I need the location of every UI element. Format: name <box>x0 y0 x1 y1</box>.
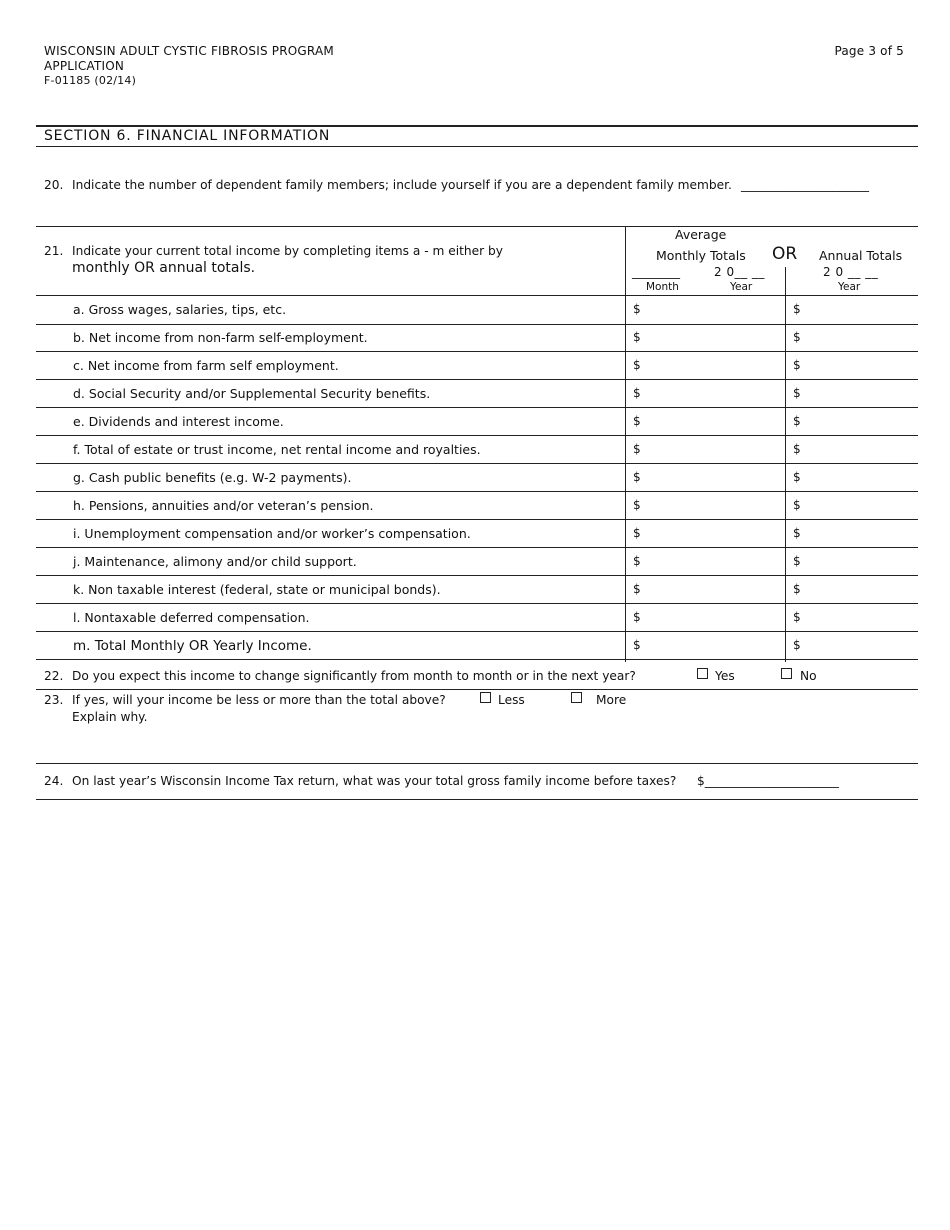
monthly-month-blank[interactable]: ________ <box>632 265 680 279</box>
annual-year-caption: Year <box>838 281 861 293</box>
section-top-rule <box>36 125 918 127</box>
income-item-label: l. Nontaxable deferred compensation. <box>73 610 310 625</box>
income-item-label: e. Dividends and interest income. <box>73 414 284 429</box>
q21-top-rule <box>36 226 918 227</box>
income-row-rule <box>36 491 918 492</box>
income-row-rule <box>36 519 918 520</box>
program-title: WISCONSIN ADULT CYSTIC FIBROSIS PROGRAM <box>44 44 334 58</box>
q22-yes-checkbox[interactable] <box>697 668 708 679</box>
q23-more-checkbox[interactable] <box>571 692 582 703</box>
income-item-label: m. Total Monthly OR Yearly Income. <box>73 638 312 654</box>
income-row-rule <box>36 659 918 660</box>
monthly-year-blank[interactable]: 2 0__ __ <box>714 265 765 279</box>
form-type: APPLICATION <box>44 59 125 73</box>
income-row-rule <box>36 575 918 576</box>
income-item-label: g. Cash public benefits (e.g. W-2 payments). <box>73 470 352 485</box>
monthly-amount-field[interactable]: $ <box>633 554 641 568</box>
q21-text: Indicate your current total income by completing items a - m either by <box>72 244 503 258</box>
q24-number: 24. <box>44 774 64 788</box>
annual-year-blank[interactable]: 2 0 __ __ <box>823 265 879 279</box>
annual-amount-field[interactable]: $ <box>793 442 801 456</box>
col-monthly-totals: Monthly Totals <box>656 248 746 263</box>
income-row-rule <box>36 603 918 604</box>
annual-amount-field[interactable]: $ <box>793 526 801 540</box>
section-title: SECTION 6. FINANCIAL INFORMATION <box>44 128 331 144</box>
annual-amount-field[interactable]: $ <box>793 302 801 316</box>
q23-number: 23. <box>44 693 64 707</box>
income-item-label: a. Gross wages, salaries, tips, etc. <box>73 302 287 317</box>
income-item-label: f. Total of estate or trust income, net rental income and royalties. <box>73 442 481 457</box>
page-number: Page 3 of 5 <box>834 44 904 58</box>
income-item-label: b. Net income from non-farm self-employment. <box>73 330 368 345</box>
q20-number: 20. <box>44 178 64 192</box>
month-caption: Month <box>646 281 679 293</box>
q24-text: On last year’s Wisconsin Income Tax return, what was your total gross family income before taxes? <box>72 774 677 788</box>
q21-text-emphasis: monthly OR annual totals. <box>72 260 256 276</box>
monthly-amount-field[interactable]: $ <box>633 414 641 428</box>
income-row-rule <box>36 463 918 464</box>
col-or: OR <box>772 244 798 264</box>
q22-no-label: No <box>800 669 817 683</box>
col-divider-left <box>625 226 626 662</box>
q23-bottom-rule <box>36 763 918 764</box>
income-row-rule <box>36 435 918 436</box>
q21-number: 21. <box>44 244 64 258</box>
income-item-label: h. Pensions, annuities and/or veteran’s pension. <box>73 498 374 513</box>
income-item-label: i. Unemployment compensation and/or worker’s compensation. <box>73 526 471 541</box>
q22-no-checkbox[interactable] <box>781 668 792 679</box>
income-row-rule <box>36 379 918 380</box>
monthly-amount-field[interactable]: $ <box>633 330 641 344</box>
income-row-rule <box>36 351 918 352</box>
section-bottom-rule <box>36 146 918 147</box>
monthly-amount-field[interactable]: $ <box>633 470 641 484</box>
q20-answer-blank[interactable]: _____________________ <box>741 178 869 192</box>
monthly-amount-field[interactable]: $ <box>633 526 641 540</box>
income-item-label: c. Net income from farm self employment. <box>73 358 339 373</box>
col-annual-totals: Annual Totals <box>819 248 903 263</box>
q24-bottom-rule <box>36 799 918 800</box>
q23-less-checkbox[interactable] <box>480 692 491 703</box>
annual-amount-field[interactable]: $ <box>793 414 801 428</box>
q23-less-label: Less <box>498 693 525 707</box>
monthly-amount-field[interactable]: $ <box>633 358 641 372</box>
annual-amount-field[interactable]: $ <box>793 554 801 568</box>
q22-number: 22. <box>44 669 64 683</box>
q20-text: Indicate the number of dependent family members; include yourself if you are a dependent family member. <box>72 178 732 192</box>
q23-text: If yes, will your income be less or more than the total above? <box>72 693 446 707</box>
income-item-label: j. Maintenance, alimony and/or child support. <box>73 554 357 569</box>
monthly-amount-field[interactable]: $ <box>633 638 641 652</box>
q22-text: Do you expect this income to change significantly from month to month or in the next year? <box>72 669 636 683</box>
income-item-label: k. Non taxable interest (federal, state or municipal bonds). <box>73 582 441 597</box>
income-row-rule <box>36 631 918 632</box>
income-item-label: d. Social Security and/or Supplemental Security benefits. <box>73 386 431 401</box>
monthly-amount-field[interactable]: $ <box>633 582 641 596</box>
annual-amount-field[interactable]: $ <box>793 498 801 512</box>
q23-explain: Explain why. <box>72 710 148 724</box>
q22-yes-label: Yes <box>715 669 735 683</box>
annual-amount-field[interactable]: $ <box>793 358 801 372</box>
income-row-rule <box>36 407 918 408</box>
income-header-rule <box>36 295 918 296</box>
annual-amount-field[interactable]: $ <box>793 638 801 652</box>
q24-answer-blank[interactable]: $______________________ <box>697 774 839 788</box>
annual-amount-field[interactable]: $ <box>793 330 801 344</box>
income-row-rule <box>36 547 918 548</box>
monthly-amount-field[interactable]: $ <box>633 302 641 316</box>
monthly-amount-field[interactable]: $ <box>633 610 641 624</box>
annual-amount-field[interactable]: $ <box>793 386 801 400</box>
monthly-amount-field[interactable]: $ <box>633 386 641 400</box>
q23-more-label: More <box>596 693 627 707</box>
annual-amount-field[interactable]: $ <box>793 582 801 596</box>
col-monthly-average: Average <box>675 227 727 242</box>
form-number: F-01185 (02/14) <box>44 74 137 87</box>
annual-amount-field[interactable]: $ <box>793 470 801 484</box>
monthly-amount-field[interactable]: $ <box>633 498 641 512</box>
annual-amount-field[interactable]: $ <box>793 610 801 624</box>
q22-bottom-rule <box>36 689 918 690</box>
income-row-rule <box>36 324 918 325</box>
monthly-amount-field[interactable]: $ <box>633 442 641 456</box>
monthly-year-caption: Year <box>730 281 753 293</box>
